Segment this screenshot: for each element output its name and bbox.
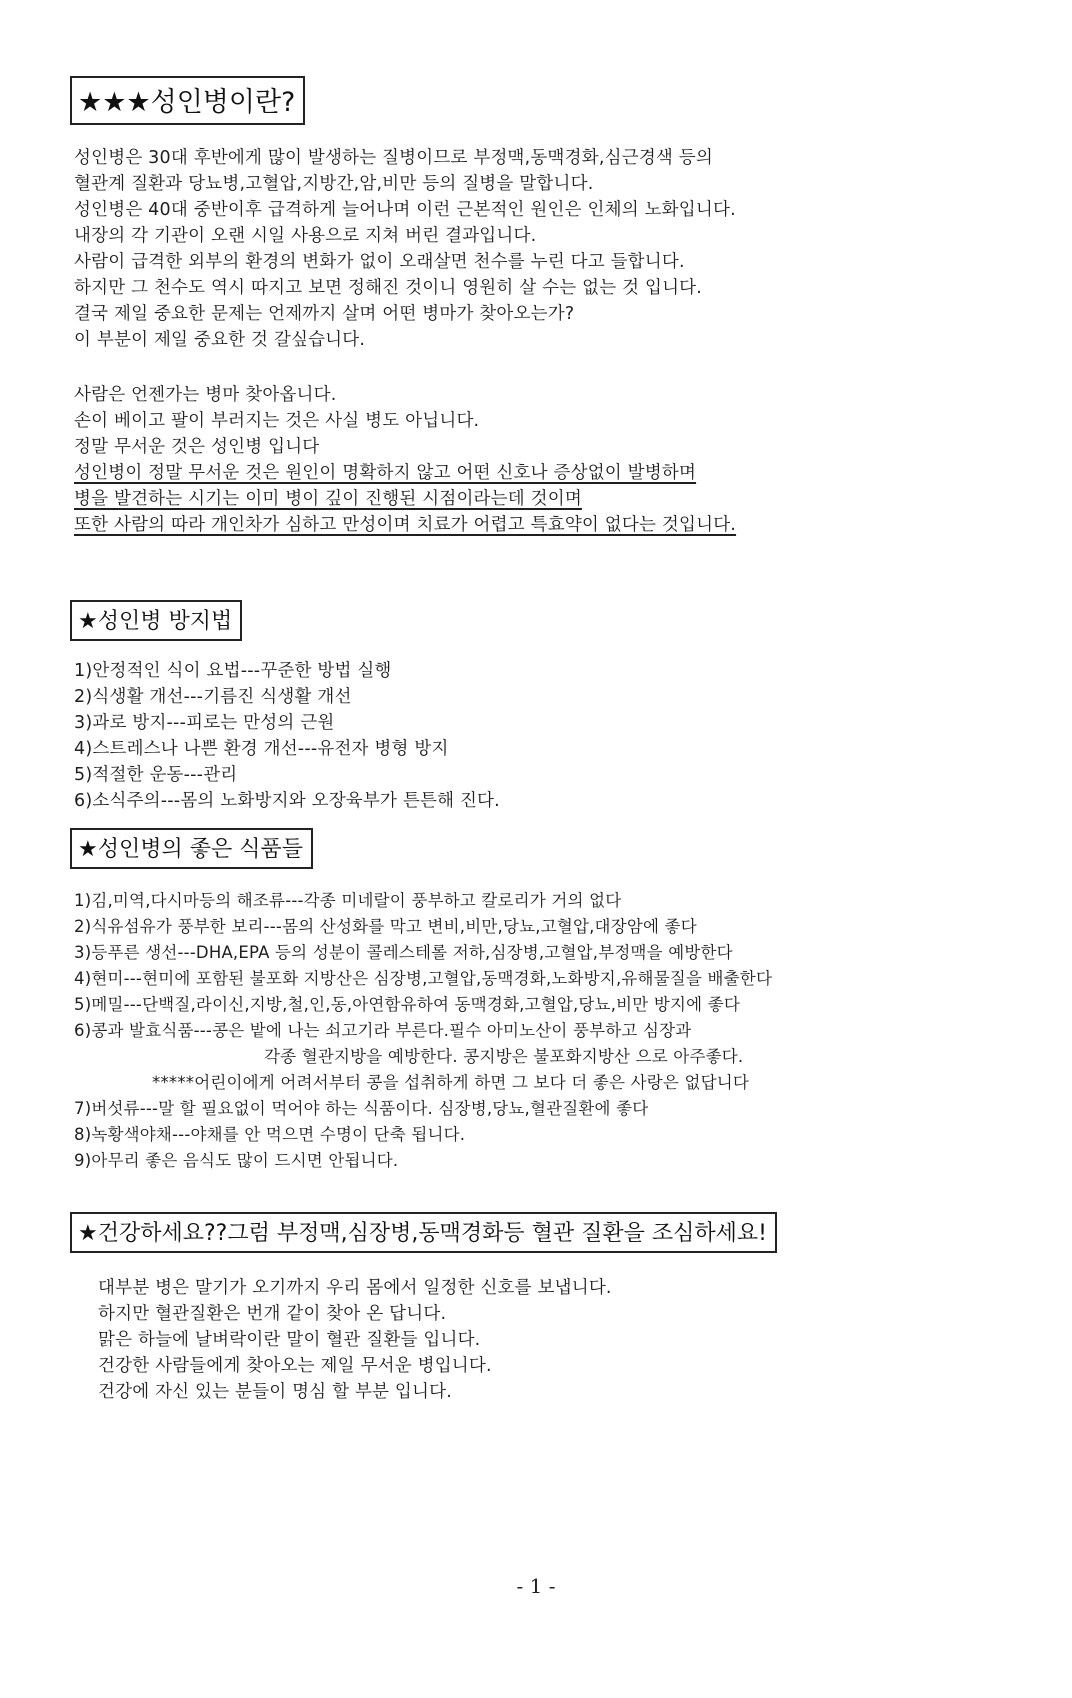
- text-line: 건강에 자신 있는 분들이 명심 할 부분 입니다.: [98, 1382, 452, 1402]
- list-item: 8)녹황색야채---야채를 안 먹으면 수명이 단축 됩니다.: [74, 1125, 466, 1144]
- section-title-good-foods: ★성인병의 좋은 식품들: [70, 828, 313, 869]
- underlined-line: 병을 발견하는 시기는 이미 병이 깊이 진행된 시점이라는데 것이며: [74, 489, 582, 509]
- list-item: 6)콩과 발효식품---콩은 밭에 나는 쇠고기라 부른다.필수 아미노산이 풍부하고 심장과: [74, 1021, 692, 1040]
- text-line: 사람은 언젠가는 병마 찾아옵니다.: [74, 385, 337, 405]
- text-line: 대부분 병은 말기가 오기까지 우리 몸에서 일정한 신호를 보냅니다.: [98, 1278, 612, 1298]
- text-line: 하지만 그 천수도 역시 따지고 보면 정해진 것이니 영원히 살 수는 없는 것 입니다.: [74, 278, 703, 298]
- text-line: 하지만 혈관질환은 번개 같이 찾아 온 답니다.: [98, 1304, 447, 1324]
- intro-paragraph: [74, 145, 736, 353]
- list-item: 3)과로 방지---피로는 만성의 근원: [74, 713, 335, 733]
- list-item: 4)스트레스나 나쁜 환경 개선---유전자 병형 방지: [74, 739, 449, 759]
- list-item: 3)등푸른 생선---DHA,EPA 등의 성분이 콜레스테롤 저하,심장병,고혈압,부정맥을 예방한다: [74, 943, 733, 962]
- list-item: 5)메밀---단백질,라이신,지방,철,인,동,아연함유하여 동맥경화,고혈압,당뇨,비만 방지에 좋다: [74, 995, 740, 1014]
- text-line: 혈관계 질환과 당뇨병,고혈압,지방간,암,비만 등의 질병을 말합니다.: [74, 174, 594, 194]
- section-title-what-is: ★★★성인병이란?: [70, 76, 305, 125]
- list-item: 9)아무리 좋은 음식도 많이 드시면 안됩니다.: [74, 1151, 399, 1170]
- section-title-prevention: ★성인병 방지법: [70, 600, 242, 641]
- text-line: 사람이 급격한 외부의 환경의 변화가 없이 오래살면 천수를 누린 다고 들합니다.: [74, 252, 685, 272]
- list-item: 2)식생활 개선---기름진 식생활 개선: [74, 687, 352, 707]
- text-line: 성인병은 30대 후반에게 많이 발생하는 질병이므로 부정맥,동맥경화,심근경색 등의: [74, 148, 713, 168]
- list-item: 7)버섯류---말 할 필요없이 먹어야 하는 식품이다. 심장병,당뇨,혈관질환에 좋다: [74, 1099, 649, 1118]
- closing-paragraph: [98, 1275, 612, 1405]
- prevention-list: [74, 658, 500, 814]
- text-line: 성인병은 40대 중반이후 급격하게 늘어나며 이런 근본적인 원인은 인체의 노화입니다.: [74, 200, 736, 220]
- text-line: 결국 제일 중요한 문제는 언제까지 살며 어떤 병마가 찾아오는가?: [74, 304, 575, 324]
- danger-paragraph: [74, 382, 736, 538]
- text-line: 건강한 사람들에게 찾아오는 제일 무서운 병입니다.: [98, 1356, 492, 1376]
- list-item: 1)안정적인 식이 요법---꾸준한 방법 실행: [74, 661, 392, 681]
- text-line: 손이 베이고 팔이 부러지는 것은 사실 병도 아닙니다.: [74, 411, 480, 431]
- section-title-vascular-warning: ★건강하세요??그럼 부정맥,심장병,동맥경화등 혈관 질환을 조심하세요!: [70, 1212, 777, 1253]
- text-line: 이 부분이 제일 중요한 것 갈싶습니다.: [74, 330, 366, 350]
- foods-list: [74, 888, 772, 1174]
- list-item: 6)소식주의---몸의 노화방지와 오장육부가 튼튼해 진다.: [74, 791, 500, 811]
- list-item: 1)김,미역,다시마등의 해조류---각종 미네랄이 풍부하고 칼로리가 거의 없다: [74, 891, 622, 910]
- page-number: - 1 -: [516, 1574, 556, 1598]
- list-item-continuation: 각종 혈관지방을 예방한다. 콩지방은 불포화지방산 으로 아주좋다.: [264, 1047, 744, 1066]
- list-item: 5)적절한 운동---관리: [74, 765, 238, 785]
- list-item: 2)식유섬유가 풍부한 보리---몸의 산성화를 막고 변비,비만,당뇨,고혈압,대장암에 좋다: [74, 917, 697, 936]
- text-line: 맑은 하늘에 날벼락이란 말이 혈관 질환들 입니다.: [98, 1330, 481, 1350]
- text-line: 내장의 각 기관이 오랜 시일 사용으로 지쳐 버린 결과입니다.: [74, 226, 537, 246]
- list-item: 4)현미---현미에 포함된 불포화 지방산은 심장병,고혈압,동맥경화,노화방지,유해물질을 배출한다: [74, 969, 773, 988]
- underlined-line: 성인병이 정말 무서운 것은 원인이 명확하지 않고 어떤 신호나 증상없이 발병하며: [74, 463, 697, 483]
- underlined-line: 또한 사람의 따라 개인차가 심하고 만성이며 치료가 어렵고 특효약이 없다는 것입니다.: [74, 515, 737, 535]
- note-line: *****어린이에게 어려서부터 콩을 섭취하게 하면 그 보다 더 좋은 사랑은 없답니다: [152, 1073, 750, 1092]
- text-line: 정말 무서운 것은 성인병 입니다: [74, 437, 320, 457]
